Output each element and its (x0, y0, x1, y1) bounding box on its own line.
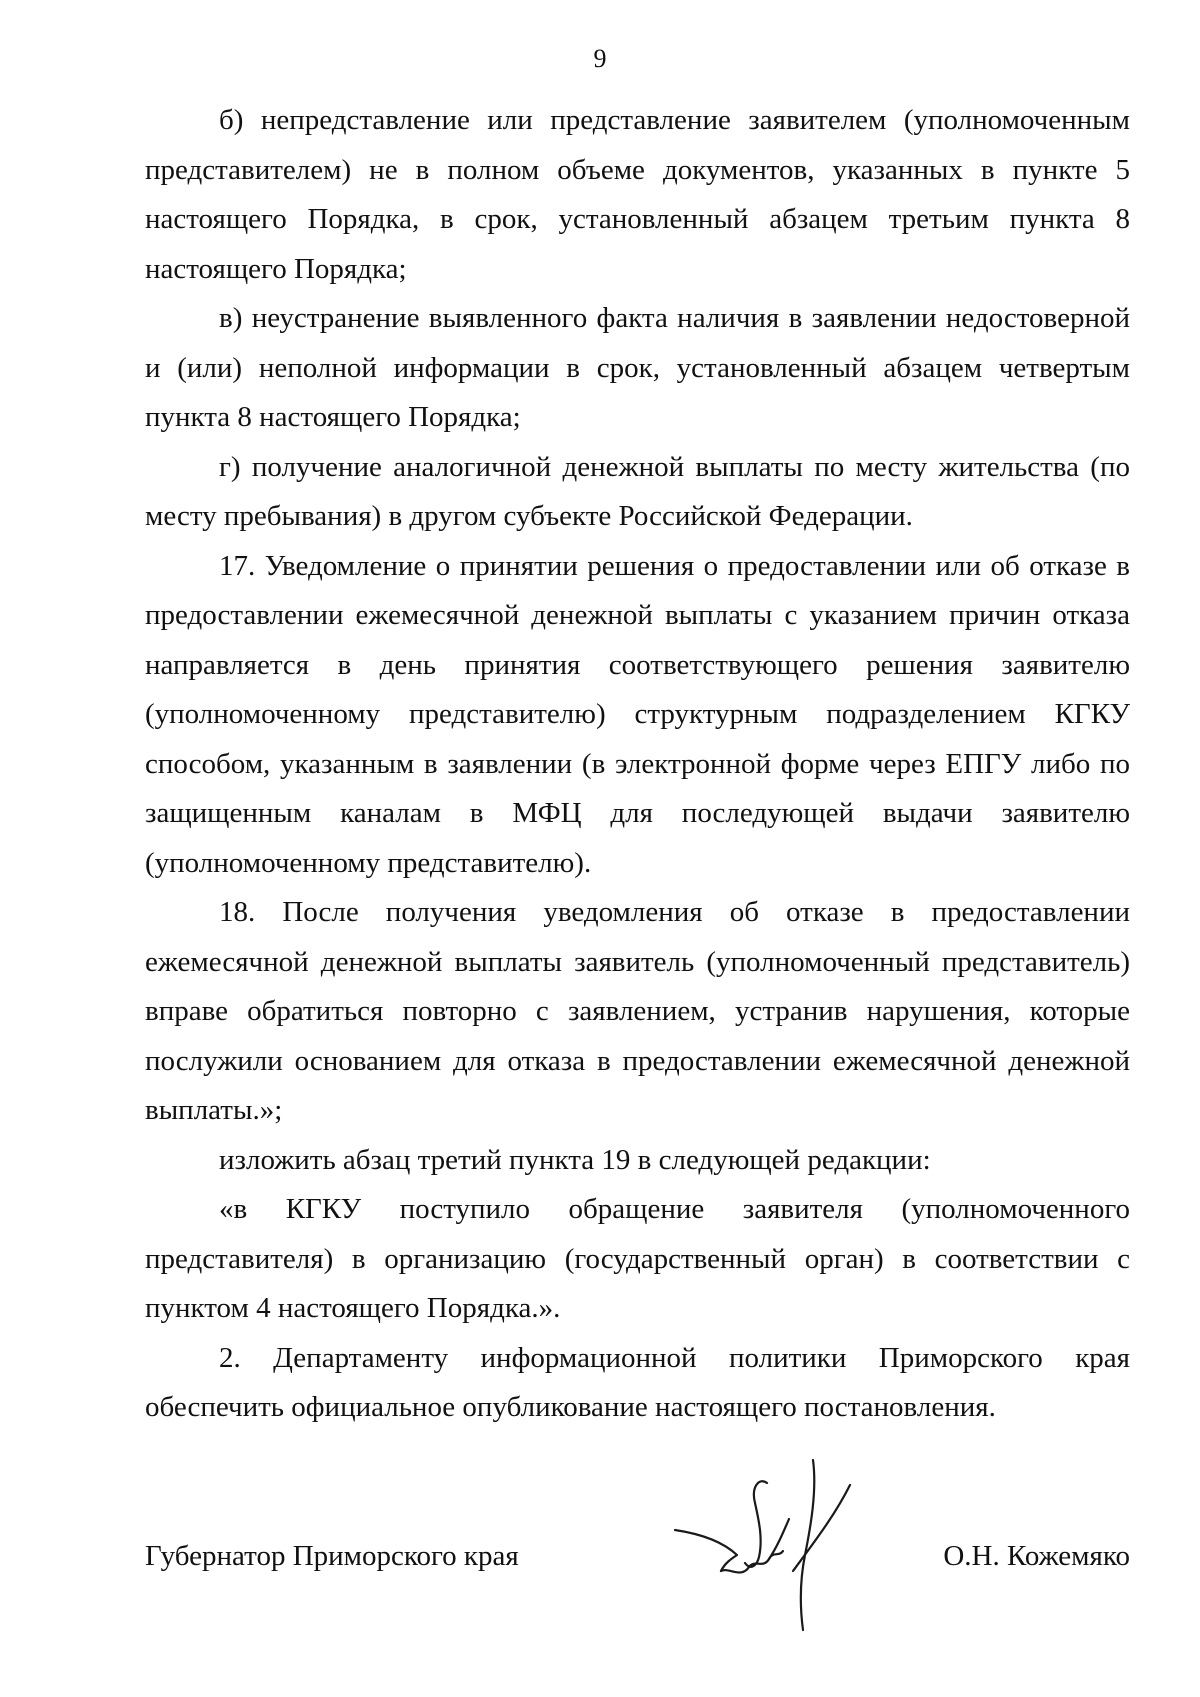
signer-position: Губернатор Приморского края (145, 1540, 519, 1572)
paragraph-2: 2. Департаменту информационной политики Приморского края обеспечить официальное опубликование настоящего постановления. (145, 1341, 1130, 1423)
paragraph-v: в) неустранение выявленного факта наличия в заявлении недостоверной и (или) неполной информации в срок, установленный абзацем четвертым пункта 8 настоящего Порядка; (145, 302, 1130, 433)
page-number: 9 (593, 44, 607, 73)
paragraph-amend-19: изложить абзац третий пункта 19 в следующей редакции: (219, 1143, 931, 1176)
document-body (145, 96, 1130, 1433)
paragraph-g: г) получение аналогичной денежной выплаты по месту жительства (по месту пребывания) в другом субъекте Российской Федерации. (145, 450, 1130, 532)
paragraph-b: б) непредставление или представление заявителем (уполномоченным представителем) не в полном объеме документов, указанных в пункте 5 настоящего Порядка, в срок, установленный абзацем третьим пункта 8 настоящего Порядка; (145, 104, 1130, 285)
signer-name: О.Н. Кожемяко (943, 1540, 1130, 1572)
signature-block (145, 1455, 1130, 1655)
paragraph-amend-19-text: «в КГКУ поступило обращение заявителя (уполномоченного представителя) в организацию (государственный орган) в соответствии с пунктом 4 настоящего Порядка.». (145, 1193, 1130, 1324)
handwritten-signature (665, 1455, 865, 1635)
paragraph-17: 17. Уведомление о принятии решения о предоставлении или об отказе в предоставлении ежемесячной денежной выплаты с указанием причин отказа направляется в день принятия соответствующего решения заявителю (уполномоченному представителю) структурным подразделением КГКУ способом, указанным в заявлении (в электронной форме через ЕПГУ либо по защищенным каналам в МФЦ для последующей выдачи заявителю (уполномоченному представителю). (145, 549, 1130, 879)
paragraph-18: 18. После получения уведомления об отказе в предоставлении ежемесячной денежной выплаты заявитель (уполномоченный представитель) вправе обратиться повторно с заявлением, устранив нарушения, которые послужили основанием для отказа в предоставлении ежемесячной денежной выплаты.»; (145, 896, 1130, 1126)
